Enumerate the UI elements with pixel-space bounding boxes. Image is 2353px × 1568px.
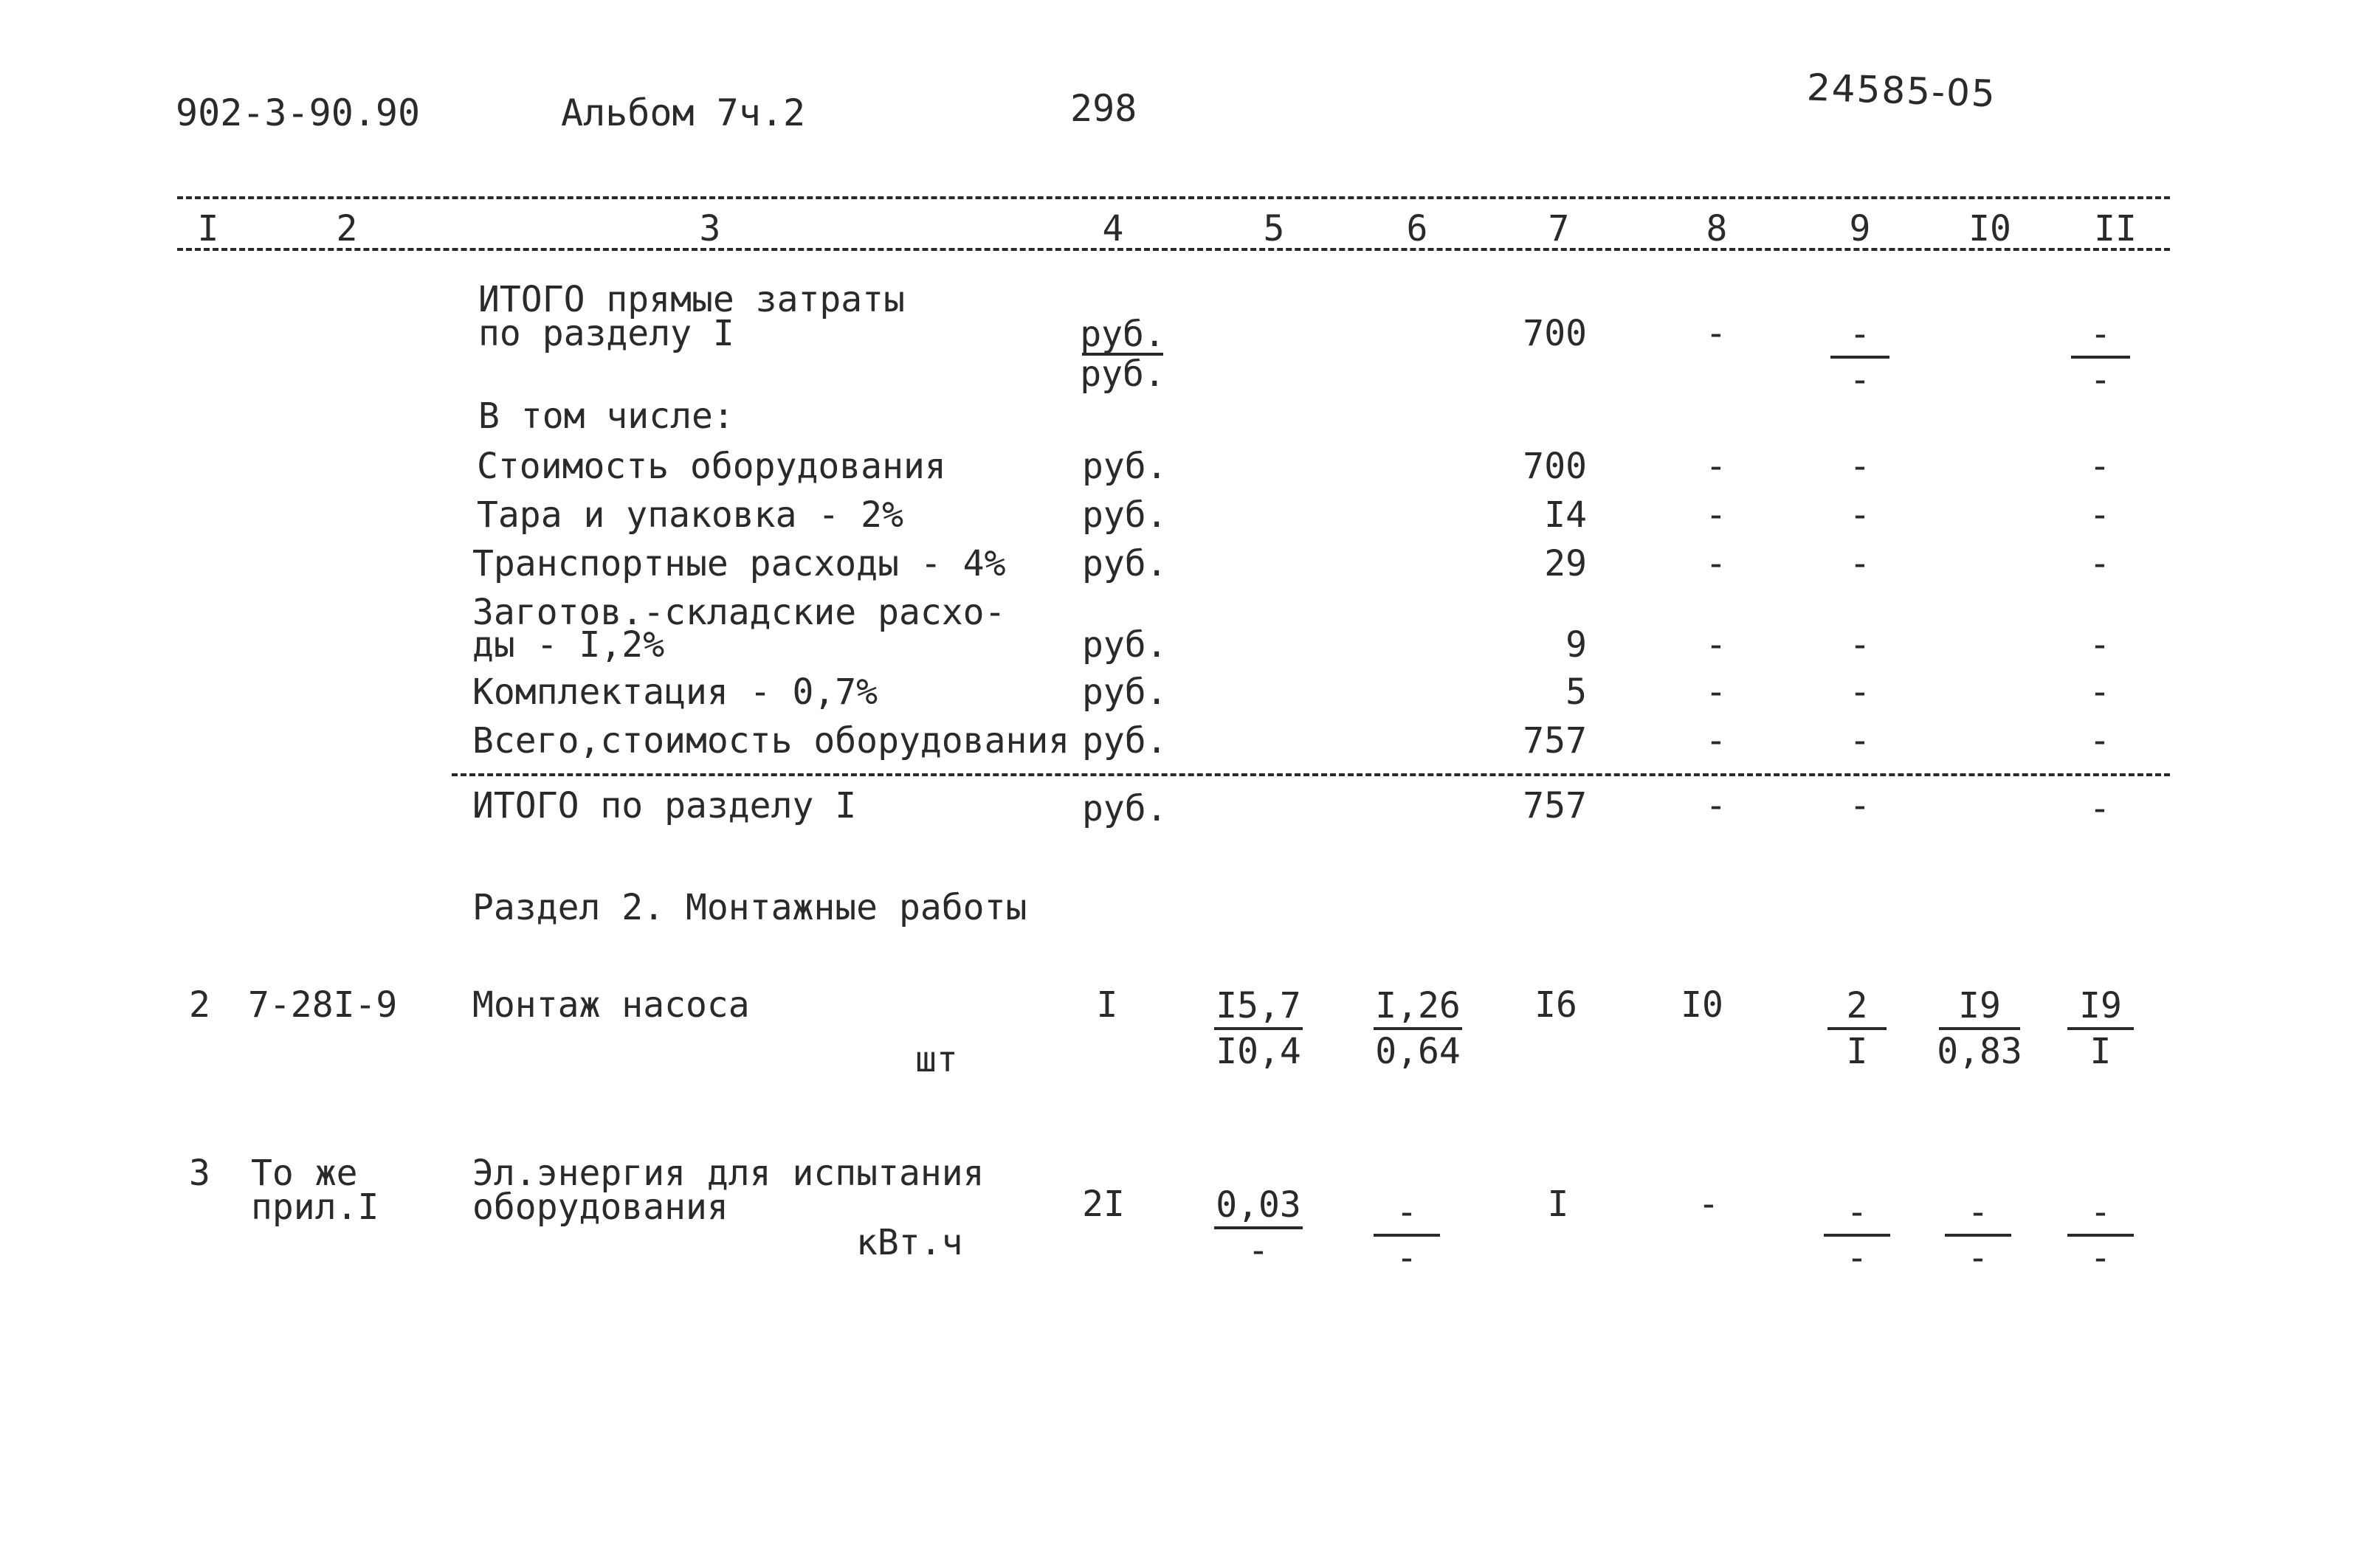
row3-col6-numerator: - [1396,1192,1418,1233]
column-header-2: 2 [336,208,358,249]
row3-col11-numerator: - [2090,1192,2112,1233]
row3-qty: 2I [1082,1184,1125,1225]
column-header-10: I0 [1968,208,2011,249]
totals-title-line1: ИТОГО прямые затраты [478,279,905,320]
column-header-8: 8 [1706,208,1728,249]
totals-col9-bar [1830,356,1889,359]
section-total-col7: 757 [1523,785,1587,826]
row2-col6-bar [1374,1027,1462,1030]
row3-number: 3 [189,1153,210,1194]
item-col11: - [2089,494,2111,536]
row2-col6-numerator: I,26 [1375,985,1461,1026]
including-label: В том числе: [478,396,734,437]
row3-col9-numerator: - [1846,1192,1868,1233]
row2-number: 2 [189,984,210,1026]
row3-col11-bar [2067,1234,2134,1237]
row3-col9-denominator: - [1846,1237,1868,1279]
item-unit: руб. [1082,720,1168,761]
item-col9: - [1849,494,1871,536]
section-total-col9: - [1849,785,1871,826]
item-col7: 9 [1565,624,1587,666]
item-col9: - [1849,624,1871,666]
row2-code: 7-28I-9 [248,984,398,1026]
item-col9: - [1849,446,1871,487]
row2-col9-denominator: I [1846,1031,1868,1073]
item-col7: 29 [1544,543,1587,584]
column-header-5: 5 [1263,208,1285,249]
totals-unit-numerator: руб. [1080,314,1165,355]
row3-col5-fraction [1210,1184,1306,1272]
row3-col10-fraction [1941,1194,2015,1277]
row2-col11-numerator: I9 [2079,985,2122,1026]
row3-col6-bar [1374,1234,1440,1237]
row2-col10-fraction [1935,987,2024,1071]
item-text-line1: Заготов.-складские расхо- [472,592,1006,633]
row3-col9-bar [1824,1234,1890,1237]
item-col11: - [2089,720,2111,761]
item-unit: руб. [1082,624,1168,666]
item-col7: 5 [1565,671,1587,713]
item-unit: руб. [1082,494,1168,536]
row3-col8: - [1698,1184,1720,1225]
totals-col11-bar [2071,356,2130,359]
row2-col9-numerator: 2 [1846,985,1868,1026]
item-text: Комплектация - 0,7% [472,671,878,713]
item-unit: руб. [1082,543,1168,584]
item-text: Транспортные расходы - 4% [472,543,1006,584]
row3-col5-denominator: - [1247,1230,1269,1272]
item-col11: - [2089,624,2111,666]
column-header-1: I [197,208,219,249]
item-col8: - [1705,720,1727,761]
totals-col11-numerator: - [2090,314,2112,355]
header-top-rule [177,196,2170,199]
item-col9: - [1849,543,1871,584]
row2-col6-denominator: 0,64 [1375,1031,1461,1073]
row3-col6-fraction [1370,1194,1444,1277]
totals-col9-fraction [1823,316,1897,399]
row3-col11-denominator: - [2090,1237,2112,1279]
totals-col9-numerator: - [1849,314,1871,355]
column-header-4: 4 [1102,208,1124,249]
item-text: ды - I,2% [472,624,665,666]
row2-unit: шт [915,1039,958,1080]
page-number: 298 [1070,87,1137,130]
totals-col8: - [1705,313,1727,354]
item-col8: - [1705,624,1727,666]
section-total-unit: руб. [1082,788,1168,829]
section-total-col8: - [1705,785,1727,826]
item-unit: руб. [1082,446,1168,487]
item-col11: - [2089,543,2111,584]
document-code: 902-3-90.90 [176,91,421,134]
item-col8: - [1705,671,1727,713]
section2-title: Раздел 2. Монтажные работы [472,887,1027,928]
row3-col10-bar [1945,1234,2011,1237]
row2-col10-denominator: 0,83 [1937,1031,2022,1073]
item-col11: - [2089,671,2111,713]
column-header-7: 7 [1548,208,1570,249]
row3-col10-denominator: - [1967,1237,1989,1279]
totals-col7: 700 [1523,313,1587,354]
row3-name-line2: оборудования [472,1187,728,1228]
header-bottom-rule [177,248,2170,251]
row2-col9-bar [1827,1027,1887,1030]
totals-col11-denominator: - [2090,359,2112,401]
item-col7: I4 [1544,494,1587,536]
row3-col5-bar [1214,1226,1303,1229]
item-text: Всего,стоимость оборудования [472,720,1070,761]
row2-col5-denominator: I0,4 [1216,1031,1301,1073]
row2-col8: I0 [1681,984,1723,1026]
item-col7: 700 [1523,446,1587,487]
row3-code-line1: То же [251,1153,358,1194]
row2-col10-numerator: I9 [1958,985,2001,1026]
row2-col11-denominator: I [2090,1031,2112,1073]
row2-col9-fraction [1820,987,1894,1071]
totals-col9-denominator: - [1849,359,1871,401]
item-col9: - [1849,720,1871,761]
item-col8: - [1705,446,1727,487]
row2-col11-fraction [2064,987,2137,1071]
row2-col7: I6 [1534,984,1577,1026]
item-col9: - [1849,671,1871,713]
item-col11: - [2089,446,2111,487]
item-text: Стоимость оборудования [477,446,946,487]
row3-col10-numerator: - [1967,1192,1989,1233]
section-total-text: ИТОГО по разделу I [472,785,857,826]
totals-title-line2: по разделу I [478,313,734,354]
item-col8: - [1705,494,1727,536]
row2-col11-bar [2067,1027,2134,1030]
column-header-9: 9 [1849,208,1871,249]
column-header-11: II [2094,208,2137,249]
row2-col5-fraction [1210,987,1306,1071]
row2-qty: I [1096,984,1118,1026]
totals-unit-denominator: руб. [1080,353,1165,396]
row3-col11-fraction [2064,1194,2137,1277]
row2-name: Монтаж насоса [472,984,750,1026]
row3-col9-fraction [1820,1194,1894,1277]
row3-col7: I [1547,1184,1569,1225]
row3-unit: кВт.ч [856,1222,963,1263]
row3-code-line2: прил.I [251,1187,379,1228]
item-col7: 757 [1523,720,1587,761]
column-header-3: 3 [699,208,721,249]
stamp-number: 24585-05 [1806,66,1997,116]
item-col8: - [1705,543,1727,584]
row2-col6-fraction [1370,987,1466,1071]
row3-col6-denominator: - [1396,1237,1418,1279]
column-header-6: 6 [1406,208,1428,249]
row3-col5-numerator: 0,03 [1216,1184,1301,1226]
section-separator-rule [452,773,2170,776]
row2-col5-numerator: I5,7 [1216,985,1301,1026]
totals-col11-fraction [2064,316,2137,399]
item-unit: руб. [1082,671,1168,713]
section-total-col11: - [2089,788,2111,829]
item-text: Тара и упаковка - 2% [477,494,903,536]
album-label: Альбом 7ч.2 [561,91,806,134]
row2-col5-bar [1214,1027,1303,1030]
totals-unit-fraction [1080,314,1165,396]
row2-col10-bar [1939,1027,2020,1030]
row3-name-line1: Эл.энергия для испытания [472,1153,985,1194]
